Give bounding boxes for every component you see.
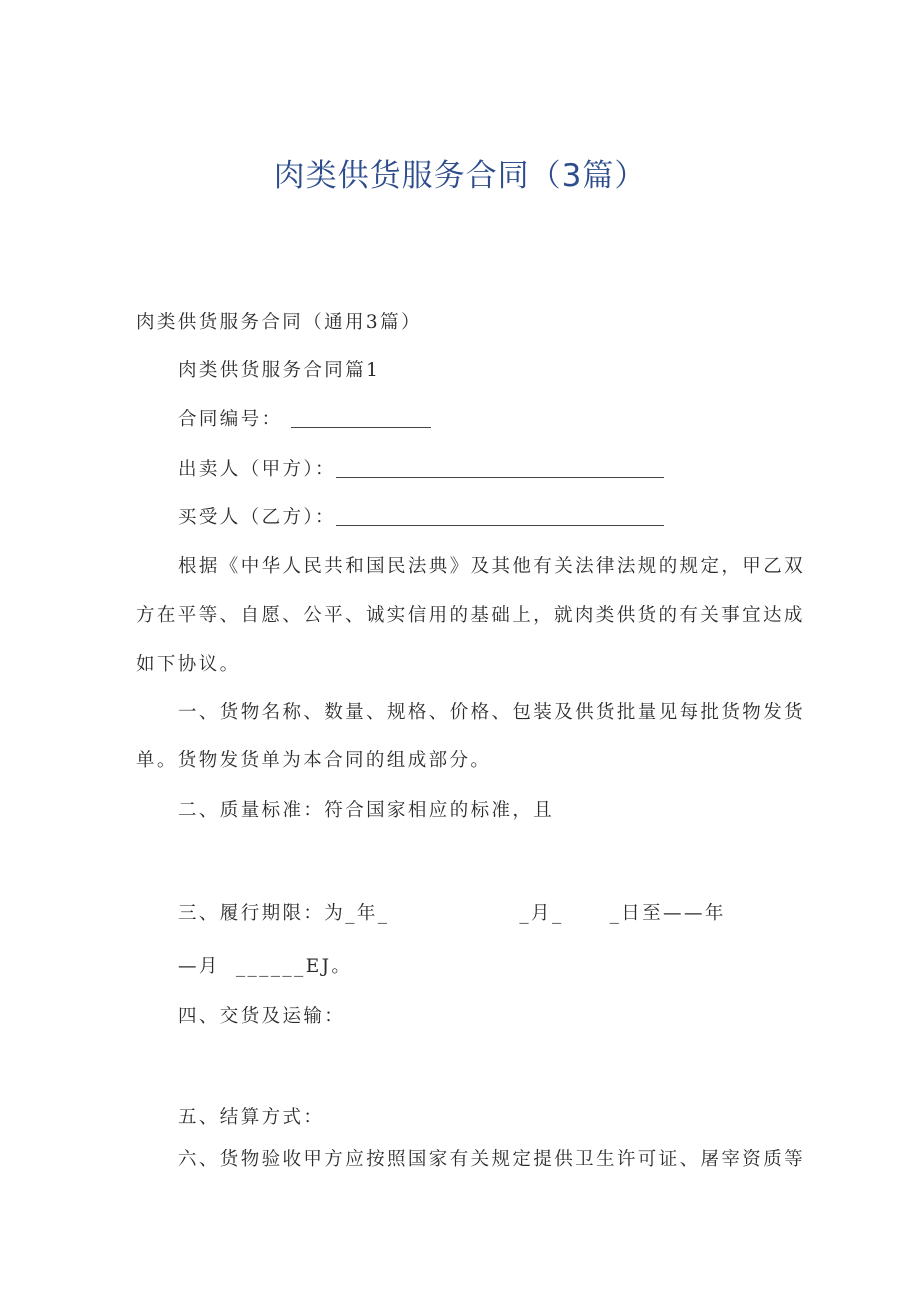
contract-number-row [178,405,431,431]
buyer-label: 买受人（乙方）： [178,507,336,528]
clause-1-line: 单。货物发货单为本合同的组成部分。 [136,750,492,771]
clause-3-part: _月_ [519,903,564,924]
document-subtitle: 肉类供货服务合同（通用3篇） [136,312,422,333]
seller-label: 出卖人（甲方）： [178,459,336,480]
clause-4: 四、交货及运输： [178,1006,346,1027]
intro-paragraph-line: 根据《中华人民共和国民法典》及其他有关法律法规的规定，甲乙双 [178,556,806,577]
clause-3-row-2 [178,952,352,978]
clause-5: 五、结算方式： [178,1107,325,1128]
clause-3-part: —月 [178,956,220,977]
seller-blank [336,459,664,478]
section-heading: 肉类供货服务合同篇1 [178,360,381,381]
clause-3-part: _日至——年 [609,903,726,924]
seller-row [178,455,664,481]
clause-6-line: 六、货物验收甲方应按照国家有关规定提供卫生许可证、屠宰资质等 [178,1149,806,1170]
intro-paragraph-line: 如下协议。 [136,654,241,675]
contract-number-label: 合同编号： [178,409,283,430]
clause-1-line: 一、货物名称、数量、规格、价格、包装及供货批量见每批货物发货 [178,702,806,723]
clause-3-row [178,899,726,925]
buyer-row [178,503,664,529]
clause-3-part: 三、履行期限：为_年_ [178,903,390,924]
contract-number-blank [291,409,431,428]
buyer-blank [336,507,664,526]
intro-paragraph-line: 方在平等、自愿、公平、诚实信用的基础上，就肉类供货的有关事宜达成 [136,605,805,626]
document-title: 肉类供货服务合同（3篇） [273,158,647,194]
clause-3-part: ______EJ。 [235,956,353,977]
clause-2: 二、质量标准：符合国家相应的标准，且 [178,800,555,821]
